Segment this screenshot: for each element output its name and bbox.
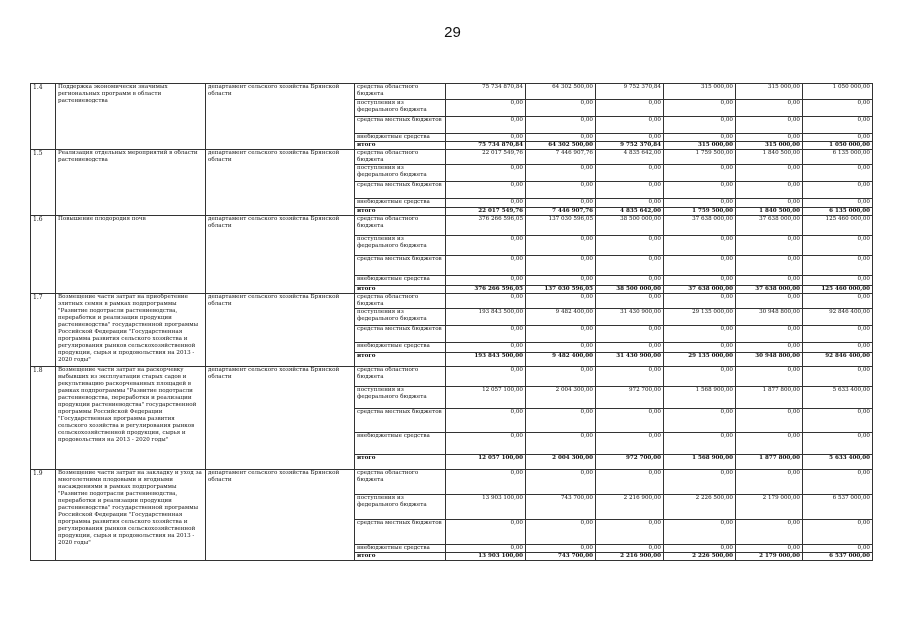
funding-source: средства местных бюджетов xyxy=(355,326,446,343)
activity-name: Возмещение части затрат на закладку и уход за многолетними плодовыми и ягодными насаждениями в рамках подпрограммы "Развитие подотрасли растениеводства, переработки и реализации продукции растениеводства" государственной программы Российской Федерации "Государственная программа развития сельского хозяйства и регулирования рынков сельскохозяйственной продукции, сырья и продовольствия на 2013 - 2020 годы" xyxy=(56,470,206,561)
activity-name: Возмещение части затрат на приобретение элитных семян в рамках подпрограммы "Развитие подотрасли растениеводства, переработки и реализации продукции растениеводства" государственной программы Российской Федерации "Государственная программа развития сельского хозяйства и регулирования рынков сельскохозяйственной продукции, сырья и продовольствия на 2013 - 2020 годы" xyxy=(56,294,206,367)
table-row xyxy=(31,367,873,387)
amount-cell: 0,00 xyxy=(664,100,736,117)
amount-cell: 22 017 549,76 xyxy=(446,208,526,216)
amount-cell: 75 734 870,84 xyxy=(446,84,526,100)
amount-cell: 9 482 400,00 xyxy=(526,353,596,367)
amount-cell: 0,00 xyxy=(736,276,803,286)
amount-cell: 972 700,00 xyxy=(596,455,664,470)
amount-cell: 38 500 000,00 xyxy=(596,286,664,294)
amount-cell: 0,00 xyxy=(446,433,526,455)
funding-source: средства областного бюджета xyxy=(355,470,446,495)
table-row xyxy=(31,294,873,309)
funding-source: итого xyxy=(355,208,446,216)
amount-cell: 0,00 xyxy=(803,182,873,199)
amount-cell: 193 843 500,00 xyxy=(446,309,526,326)
funding-source: средства областного бюджета xyxy=(355,216,446,236)
funding-source: поступления из федерального бюджета xyxy=(355,236,446,256)
amount-cell: 9 752 370,84 xyxy=(596,84,664,100)
amount-cell: 0,00 xyxy=(736,199,803,208)
amount-cell: 0,00 xyxy=(446,182,526,199)
amount-cell: 2 179 000,00 xyxy=(736,553,803,561)
amount-cell: 1 759 500,00 xyxy=(664,150,736,165)
amount-cell: 0,00 xyxy=(736,409,803,433)
amount-cell: 64 302 500,00 xyxy=(526,84,596,100)
amount-cell: 0,00 xyxy=(446,545,526,553)
funding-source: средства областного бюджета xyxy=(355,294,446,309)
amount-cell: 0,00 xyxy=(664,165,736,182)
amount-cell: 31 430 900,00 xyxy=(596,309,664,326)
amount-cell: 29 135 000,00 xyxy=(664,309,736,326)
amount-cell: 0,00 xyxy=(526,409,596,433)
amount-cell: 0,00 xyxy=(446,256,526,276)
funding-source: итого xyxy=(355,553,446,561)
amount-cell: 0,00 xyxy=(446,236,526,256)
amount-cell: 0,00 xyxy=(596,326,664,343)
amount-cell: 0,00 xyxy=(664,256,736,276)
amount-cell: 0,00 xyxy=(596,236,664,256)
amount-cell: 0,00 xyxy=(736,520,803,545)
amount-cell: 376 266 596,05 xyxy=(446,286,526,294)
amount-cell: 0,00 xyxy=(664,236,736,256)
amount-cell: 0,00 xyxy=(596,256,664,276)
activity-name: Поддержка экономически значимых региональных программ в области растениеводства xyxy=(56,84,206,150)
amount-cell: 1 840 500,00 xyxy=(736,150,803,165)
amount-cell: 0,00 xyxy=(736,470,803,495)
amount-cell: 37 638 000,00 xyxy=(664,286,736,294)
item-number: 1.4 xyxy=(31,84,56,150)
amount-cell: 0,00 xyxy=(803,343,873,353)
funding-source: поступления из федерального бюджета xyxy=(355,165,446,182)
amount-cell: 743 700,00 xyxy=(526,553,596,561)
amount-cell: 0,00 xyxy=(664,433,736,455)
funding-source: внебюджетные средства xyxy=(355,199,446,208)
amount-cell: 0,00 xyxy=(803,433,873,455)
item-number: 1.8 xyxy=(31,367,56,470)
amount-cell: 0,00 xyxy=(446,367,526,387)
amount-cell: 0,00 xyxy=(446,520,526,545)
amount-cell: 0,00 xyxy=(596,134,664,142)
amount-cell: 0,00 xyxy=(446,276,526,286)
funding-source: поступления из федерального бюджета xyxy=(355,309,446,326)
executor-name: департамент сельского хозяйства Брянской области xyxy=(206,216,355,294)
amount-cell: 0,00 xyxy=(526,165,596,182)
amount-cell: 0,00 xyxy=(736,326,803,343)
activity-name: Реализация отдельных мероприятий в области растениеводства xyxy=(56,150,206,216)
amount-cell: 125 460 000,00 xyxy=(803,216,873,236)
amount-cell: 0,00 xyxy=(596,294,664,309)
amount-cell: 7 446 907,76 xyxy=(526,208,596,216)
amount-cell: 0,00 xyxy=(446,100,526,117)
amount-cell: 22 017 549,76 xyxy=(446,150,526,165)
amount-cell: 1 568 900,00 xyxy=(664,455,736,470)
amount-cell: 972 700,00 xyxy=(596,387,664,409)
funding-source: поступления из федерального бюджета xyxy=(355,387,446,409)
item-number: 1.5 xyxy=(31,150,56,216)
amount-cell: 0,00 xyxy=(526,134,596,142)
amount-cell: 0,00 xyxy=(596,182,664,199)
amount-cell: 315 000,00 xyxy=(736,142,803,150)
budget-table xyxy=(30,83,873,561)
amount-cell: 0,00 xyxy=(526,545,596,553)
funding-source: внебюджетные средства xyxy=(355,433,446,455)
budget-table-body xyxy=(31,84,873,561)
funding-source: средства местных бюджетов xyxy=(355,256,446,276)
amount-cell: 0,00 xyxy=(596,470,664,495)
amount-cell: 0,00 xyxy=(664,470,736,495)
activity-name: Возмещение части затрат на раскорчевку выбывших из эксплуатации старых садов и рекультивацию раскорчеванных площадей в рамках подпрограммы "Развитие подотрасли растениеводства, переработки и реализации продукции растениеводства" государственной программы Российской Федерации "Государственная программа развития сельского хозяйства и регулирования рынков сельскохозяйственной продукции, сырья и продовольствия на 2013 - 2020 годы" xyxy=(56,367,206,470)
amount-cell: 37 638 000,00 xyxy=(736,216,803,236)
item-number: 1.7 xyxy=(31,294,56,367)
amount-cell: 0,00 xyxy=(526,520,596,545)
amount-cell: 0,00 xyxy=(526,256,596,276)
amount-cell: 0,00 xyxy=(446,409,526,433)
amount-cell: 0,00 xyxy=(803,256,873,276)
amount-cell: 0,00 xyxy=(664,134,736,142)
amount-cell: 0,00 xyxy=(446,343,526,353)
amount-cell: 0,00 xyxy=(526,294,596,309)
amount-cell: 0,00 xyxy=(596,165,664,182)
amount-cell: 0,00 xyxy=(803,117,873,134)
funding-source: итого xyxy=(355,455,446,470)
amount-cell: 137 030 596,05 xyxy=(526,216,596,236)
amount-cell: 0,00 xyxy=(664,545,736,553)
amount-cell: 4 835 642,00 xyxy=(596,150,664,165)
amount-cell: 1 840 500,00 xyxy=(736,208,803,216)
table-row xyxy=(31,84,873,100)
amount-cell: 0,00 xyxy=(803,100,873,117)
amount-cell: 2 226 500,00 xyxy=(664,495,736,520)
amount-cell: 0,00 xyxy=(664,294,736,309)
funding-source: средства областного бюджета xyxy=(355,367,446,387)
amount-cell: 6 537 000,00 xyxy=(803,553,873,561)
amount-cell: 0,00 xyxy=(526,433,596,455)
amount-cell: 193 843 500,00 xyxy=(446,353,526,367)
amount-cell: 12 057 100,00 xyxy=(446,455,526,470)
amount-cell: 0,00 xyxy=(596,520,664,545)
amount-cell: 0,00 xyxy=(664,520,736,545)
amount-cell: 0,00 xyxy=(526,100,596,117)
amount-cell: 0,00 xyxy=(596,545,664,553)
amount-cell: 75 734 870,84 xyxy=(446,142,526,150)
amount-cell: 1 759 500,00 xyxy=(664,208,736,216)
amount-cell: 0,00 xyxy=(803,367,873,387)
funding-source: средства областного бюджета xyxy=(355,84,446,100)
amount-cell: 0,00 xyxy=(664,343,736,353)
amount-cell: 0,00 xyxy=(736,165,803,182)
amount-cell: 2 004 300,00 xyxy=(526,387,596,409)
funding-source: средства местных бюджетов xyxy=(355,182,446,199)
amount-cell: 0,00 xyxy=(664,182,736,199)
amount-cell: 0,00 xyxy=(526,199,596,208)
amount-cell: 30 948 800,00 xyxy=(736,309,803,326)
funding-source: итого xyxy=(355,142,446,150)
amount-cell: 125 460 000,00 xyxy=(803,286,873,294)
amount-cell: 0,00 xyxy=(803,326,873,343)
amount-cell: 0,00 xyxy=(736,343,803,353)
page-number: 29 xyxy=(444,24,461,41)
amount-cell: 0,00 xyxy=(803,470,873,495)
amount-cell: 1 050 000,00 xyxy=(803,84,873,100)
executor-name: департамент сельского хозяйства Брянской области xyxy=(206,367,355,470)
amount-cell: 0,00 xyxy=(526,470,596,495)
amount-cell: 0,00 xyxy=(664,326,736,343)
amount-cell: 0,00 xyxy=(596,117,664,134)
amount-cell: 2 216 900,00 xyxy=(596,553,664,561)
funding-source: средства местных бюджетов xyxy=(355,117,446,134)
amount-cell: 0,00 xyxy=(596,100,664,117)
amount-cell: 137 030 596,05 xyxy=(526,286,596,294)
amount-cell: 0,00 xyxy=(736,433,803,455)
amount-cell: 92 846 400,00 xyxy=(803,353,873,367)
executor-name: департамент сельского хозяйства Брянской области xyxy=(206,84,355,150)
amount-cell: 2 226 500,00 xyxy=(664,553,736,561)
funding-source: средства областного бюджета xyxy=(355,150,446,165)
amount-cell: 0,00 xyxy=(736,367,803,387)
amount-cell: 37 638 000,00 xyxy=(736,286,803,294)
amount-cell: 1 050 000,00 xyxy=(803,142,873,150)
amount-cell: 92 846 400,00 xyxy=(803,309,873,326)
amount-cell: 0,00 xyxy=(596,433,664,455)
amount-cell: 0,00 xyxy=(803,294,873,309)
amount-cell: 1 877 800,00 xyxy=(736,455,803,470)
amount-cell: 0,00 xyxy=(446,470,526,495)
amount-cell: 9 752 370,84 xyxy=(596,142,664,150)
amount-cell: 0,00 xyxy=(446,199,526,208)
amount-cell: 0,00 xyxy=(736,294,803,309)
amount-cell: 6 537 000,00 xyxy=(803,495,873,520)
table-row xyxy=(31,150,873,165)
table-row xyxy=(31,470,873,495)
funding-source: итого xyxy=(355,353,446,367)
amount-cell: 0,00 xyxy=(803,165,873,182)
table-row xyxy=(31,216,873,236)
amount-cell: 6 135 000,00 xyxy=(803,150,873,165)
amount-cell: 4 835 642,00 xyxy=(596,208,664,216)
funding-source: итого xyxy=(355,286,446,294)
amount-cell: 38 500 000,00 xyxy=(596,216,664,236)
amount-cell: 0,00 xyxy=(446,326,526,343)
funding-source: внебюджетные средства xyxy=(355,276,446,286)
amount-cell: 0,00 xyxy=(736,256,803,276)
amount-cell: 0,00 xyxy=(664,276,736,286)
amount-cell: 0,00 xyxy=(596,367,664,387)
funding-source: средства местных бюджетов xyxy=(355,520,446,545)
amount-cell: 5 633 400,00 xyxy=(803,387,873,409)
amount-cell: 0,00 xyxy=(446,165,526,182)
item-number: 1.9 xyxy=(31,470,56,561)
amount-cell: 743 700,00 xyxy=(526,495,596,520)
amount-cell: 315 000,00 xyxy=(736,84,803,100)
amount-cell: 0,00 xyxy=(596,343,664,353)
amount-cell: 0,00 xyxy=(664,117,736,134)
amount-cell: 0,00 xyxy=(596,409,664,433)
amount-cell: 315 000,00 xyxy=(664,84,736,100)
amount-cell: 0,00 xyxy=(736,117,803,134)
amount-cell: 0,00 xyxy=(736,182,803,199)
amount-cell: 0,00 xyxy=(596,276,664,286)
executor-name: департамент сельского хозяйства Брянской области xyxy=(206,294,355,367)
amount-cell: 6 135 000,00 xyxy=(803,208,873,216)
funding-source: внебюджетные средства xyxy=(355,343,446,353)
amount-cell: 0,00 xyxy=(526,236,596,256)
activity-name: Повышение плодородия почв xyxy=(56,216,206,294)
funding-source: поступления из федерального бюджета xyxy=(355,100,446,117)
amount-cell: 0,00 xyxy=(736,545,803,553)
funding-source: внебюджетные средства xyxy=(355,545,446,553)
amount-cell: 31 430 900,00 xyxy=(596,353,664,367)
amount-cell: 0,00 xyxy=(526,276,596,286)
amount-cell: 7 446 907,76 xyxy=(526,150,596,165)
funding-source: внебюджетные средства xyxy=(355,134,446,142)
amount-cell: 0,00 xyxy=(526,117,596,134)
amount-cell: 0,00 xyxy=(803,520,873,545)
amount-cell: 0,00 xyxy=(526,182,596,199)
amount-cell: 1 568 900,00 xyxy=(664,387,736,409)
amount-cell: 13 903 100,00 xyxy=(446,553,526,561)
amount-cell: 0,00 xyxy=(803,199,873,208)
amount-cell: 2 179 000,00 xyxy=(736,495,803,520)
amount-cell: 30 948 800,00 xyxy=(736,353,803,367)
funding-source: поступления из федерального бюджета xyxy=(355,495,446,520)
amount-cell: 0,00 xyxy=(803,276,873,286)
amount-cell: 2 216 900,00 xyxy=(596,495,664,520)
amount-cell: 376 266 596,05 xyxy=(446,216,526,236)
amount-cell: 29 135 000,00 xyxy=(664,353,736,367)
amount-cell: 0,00 xyxy=(803,409,873,433)
amount-cell: 0,00 xyxy=(736,100,803,117)
amount-cell: 0,00 xyxy=(526,367,596,387)
amount-cell: 1 877 800,00 xyxy=(736,387,803,409)
amount-cell: 0,00 xyxy=(664,367,736,387)
funding-source: средства местных бюджетов xyxy=(355,409,446,433)
amount-cell: 37 638 000,00 xyxy=(664,216,736,236)
executor-name: департамент сельского хозяйства Брянской области xyxy=(206,470,355,561)
amount-cell: 0,00 xyxy=(803,545,873,553)
amount-cell: 12 057 100,00 xyxy=(446,387,526,409)
amount-cell: 9 482 400,00 xyxy=(526,309,596,326)
item-number: 1.6 xyxy=(31,216,56,294)
amount-cell: 0,00 xyxy=(526,343,596,353)
amount-cell: 0,00 xyxy=(596,199,664,208)
amount-cell: 2 004 300,00 xyxy=(526,455,596,470)
amount-cell: 13 903 100,00 xyxy=(446,495,526,520)
amount-cell: 0,00 xyxy=(446,134,526,142)
amount-cell: 0,00 xyxy=(803,236,873,256)
executor-name: департамент сельского хозяйства Брянской области xyxy=(206,150,355,216)
amount-cell: 0,00 xyxy=(446,117,526,134)
amount-cell: 0,00 xyxy=(803,134,873,142)
amount-cell: 64 302 500,00 xyxy=(526,142,596,150)
amount-cell: 0,00 xyxy=(736,236,803,256)
amount-cell: 0,00 xyxy=(446,294,526,309)
amount-cell: 0,00 xyxy=(526,326,596,343)
amount-cell: 315 000,00 xyxy=(664,142,736,150)
amount-cell: 5 633 400,00 xyxy=(803,455,873,470)
amount-cell: 0,00 xyxy=(736,134,803,142)
amount-cell: 0,00 xyxy=(664,409,736,433)
amount-cell: 0,00 xyxy=(664,199,736,208)
